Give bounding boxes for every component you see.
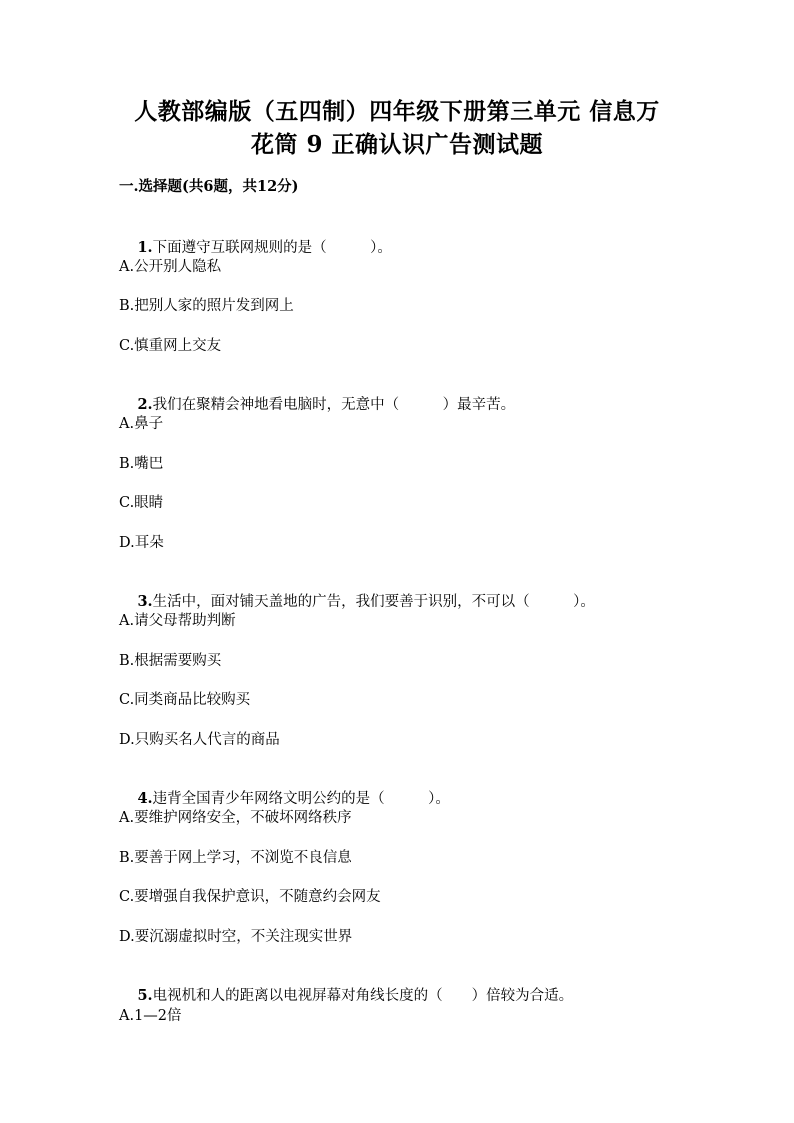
option-4a: A.要维护网络安全，不破坏网络秩序 bbox=[119, 810, 352, 826]
option-4b: B.要善于网上学习，不浏览不良信息 bbox=[119, 850, 352, 866]
option-2a: A.鼻子 bbox=[119, 416, 164, 432]
option-4c: C.要增强自我保护意识，不随意约会网友 bbox=[119, 889, 381, 905]
option-4d: D.要沉溺虚拟时空，不关注现实世界 bbox=[119, 929, 353, 945]
document-title-line-1: 人教部编版（五四制）四年级下册第三单元 信息万 bbox=[134, 98, 660, 125]
question-number: 4. bbox=[137, 790, 153, 807]
question-2 bbox=[119, 375, 515, 435]
question-text: 下面遵守互联网规则的是（ ）。 bbox=[152, 240, 392, 256]
option-1a: A.公开别人隐私 bbox=[119, 259, 222, 275]
document-title-line-2: 花筒 9 正确认识广告测试题 bbox=[250, 131, 544, 158]
option-3b: B.根据需要购买 bbox=[119, 653, 222, 669]
question-text: 违背全国青少年网络文明公约的是（ ）。 bbox=[152, 791, 450, 807]
section-heading: 一.选择题(共6题，共12分) bbox=[119, 178, 299, 195]
option-3a: A.请父母帮助判断 bbox=[119, 613, 236, 629]
question-text: 生活中，面对铺天盖地的广告，我们要善于识别，不可以（ ）。 bbox=[152, 594, 595, 610]
option-2c: C.眼睛 bbox=[119, 495, 164, 511]
question-5 bbox=[119, 966, 573, 1026]
question-text: 我们在聚精会神地看电脑时，无意中（ ）最辛苦。 bbox=[152, 397, 516, 413]
option-1b: B.把别人家的照片发到网上 bbox=[119, 298, 294, 314]
option-3d: D.只购买名人代言的商品 bbox=[119, 732, 280, 748]
option-2b: B.嘴巴 bbox=[119, 456, 164, 472]
question-number: 1. bbox=[137, 239, 153, 256]
question-number: 3. bbox=[137, 593, 153, 610]
option-2d: D.耳朵 bbox=[119, 535, 164, 551]
question-text: 电视机和人的距离以电视屏幕对角线长度的（ ）倍较为合适。 bbox=[152, 988, 574, 1004]
option-5a: A.1—2倍 bbox=[119, 1008, 182, 1024]
option-3c: C.同类商品比较购买 bbox=[119, 692, 251, 708]
question-number: 5. bbox=[137, 987, 153, 1004]
option-1c: C.慎重网上交友 bbox=[119, 338, 222, 354]
question-number: 2. bbox=[137, 396, 153, 413]
